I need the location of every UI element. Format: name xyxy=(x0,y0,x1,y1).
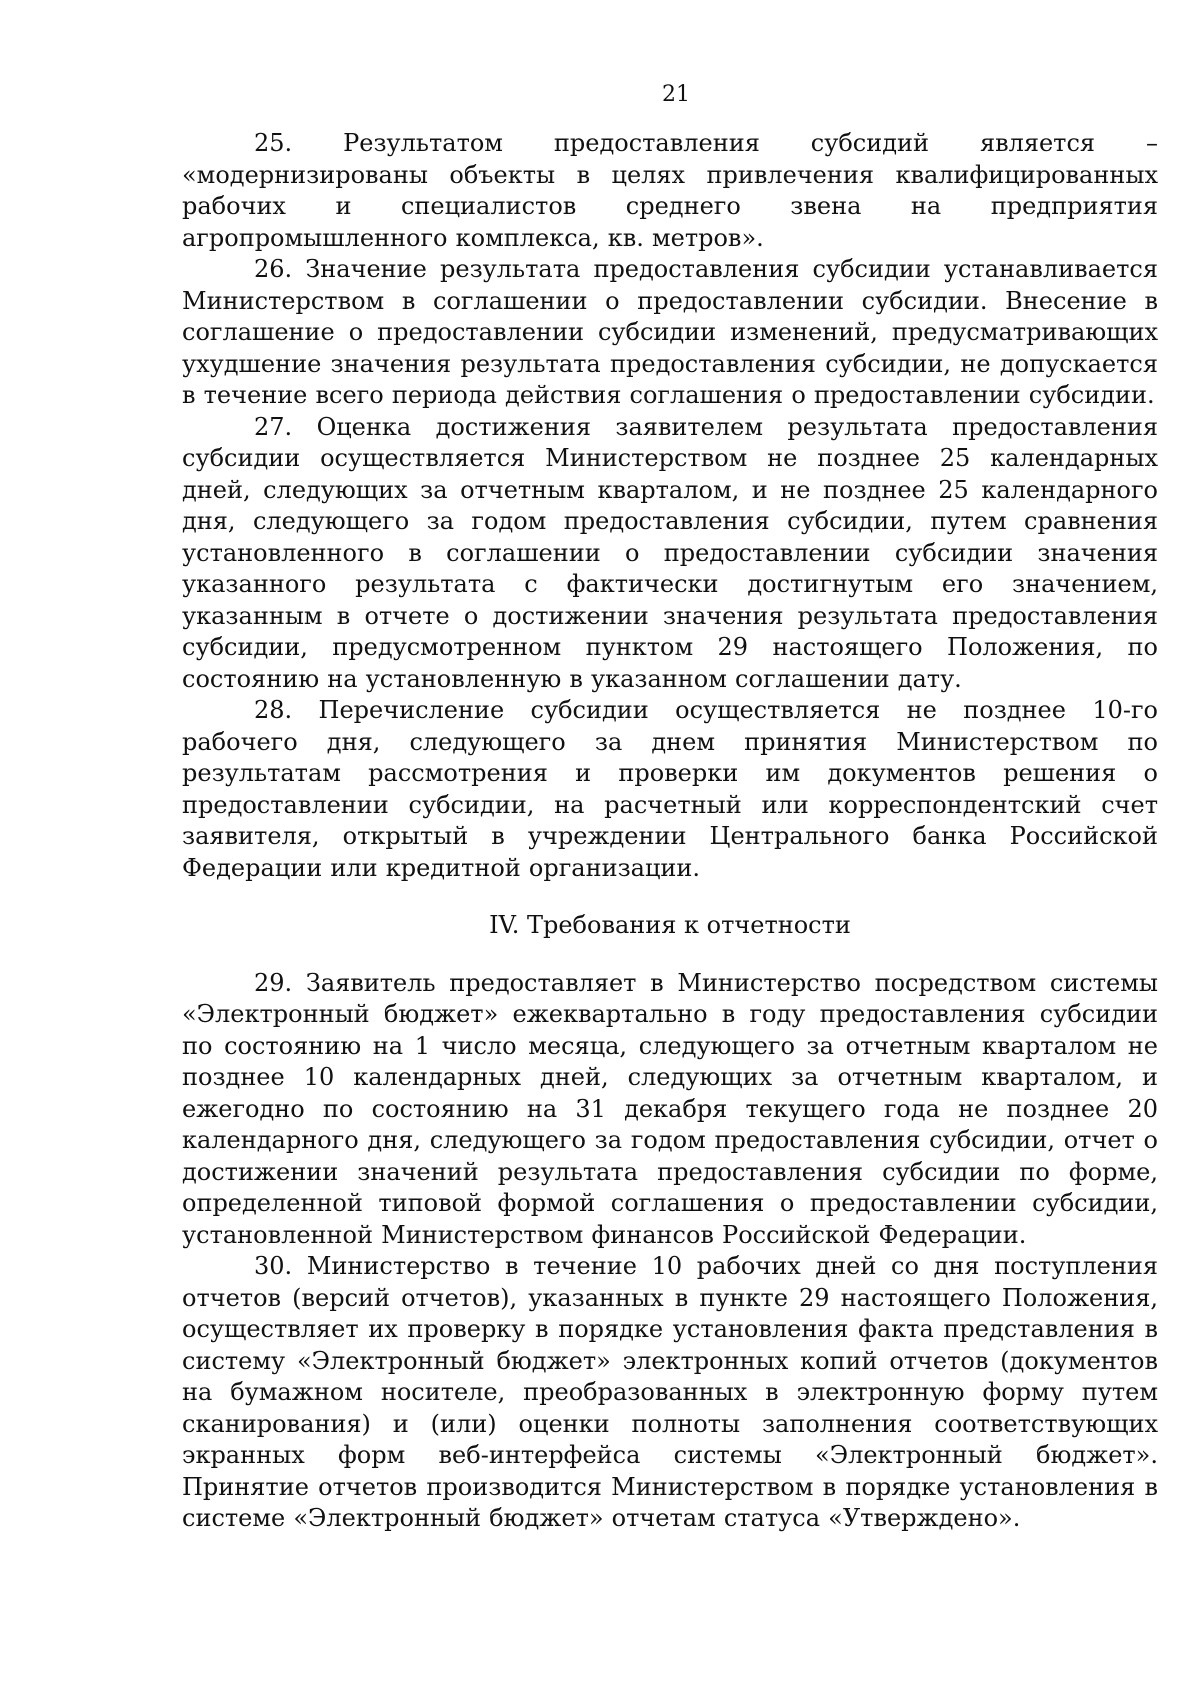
section-spacer-bottom xyxy=(182,942,1158,968)
paragraph-25: 25. Результатом предоставления субсидий является – «модернизированы объекты в целях привлечения квалифицированных рабочих и специалистов среднего звена на предприятия агропромышленного комплекса, кв. метров». xyxy=(182,129,1158,252)
paragraph-29: 29. Заявитель предоставляет в Министерство посредством системы «Электронный бюджет» ежеквартально в году предоставления субсидии по состоянию на 1 число месяца, следующего за отчетным кварталом не позднее 10 календарных дней, следующих за отчетным кварталом, и ежегодно по состоянию на 31 декабря текущего года не позднее 20 календарного дня, следующего за годом предоставления субсидии, отчет о достижении значений результата предоставления субсидии по форме, определенной типовой формой соглашения о предоставлении субсидии, установленной Министерством финансов Российской Федерации. xyxy=(182,968,1158,1249)
paragraph-30: 30. Министерство в течение 10 рабочих дней со дня поступления отчетов (версий отчетов), указанных в пункте 29 настоящего Положения, осуществляет их проверку в порядке установления факта представления в систему «Электронный бюджет» электронных копий отчетов (документов на бумажном носителе, преобразованных в электронную форму путем сканирования) и (или) оценки полноты заполнения соответствующих экранных форм веб-интерфейса системы «Электронный бюджет». Принятие отчетов производится Министерством в порядке установления в системе «Электронный бюджет» отчетам статуса «Утверждено». xyxy=(182,1252,1158,1532)
paragraph-26: 26. Значение результата предоставления субсидии устанавливается Министерством в соглашении о предоставлении субсидии. Внесение в соглашение о предоставлении субсидии изменений, предусматривающих ухудшение значения результата предоставления субсидии, не допускается в течение всего периода действия соглашения о предоставлении субсидии. xyxy=(182,255,1158,409)
section-spacer-top xyxy=(182,884,1158,910)
paragraph-27: 27. Оценка достижения заявителем результата предоставления субсидии осуществляется Министерством не позднее 25 календарных дней, следующих за отчетным кварталом, и не позднее 25 календарного дня, следующего за годом предоставления субсидии, путем сравнения установленного в соглашении о предоставлении субсидии значения указанного результата с фактически достигнутым его значением, указанным в отчете о достижении значения результата предоставления субсидии, предусмотренном пунктом 29 настоящего Положения, по состоянию на установленную в указанном соглашении дату. xyxy=(182,412,1158,693)
page-number: 21 xyxy=(662,82,690,107)
section-heading: IV. Требования к отчетности xyxy=(489,911,851,939)
document-body xyxy=(182,128,1158,1535)
paragraph-28: 28. Перечисление субсидии осуществляется не позднее 10-го рабочего дня, следующего за днем принятия Министерством по результатам рассмотрения и проверки им документов решения о предоставлении субсидии, на расчетный или корреспондентский счет заявителя, открытый в учреждении Центрального банка Российской Федерации или кредитной организации. xyxy=(182,696,1158,882)
